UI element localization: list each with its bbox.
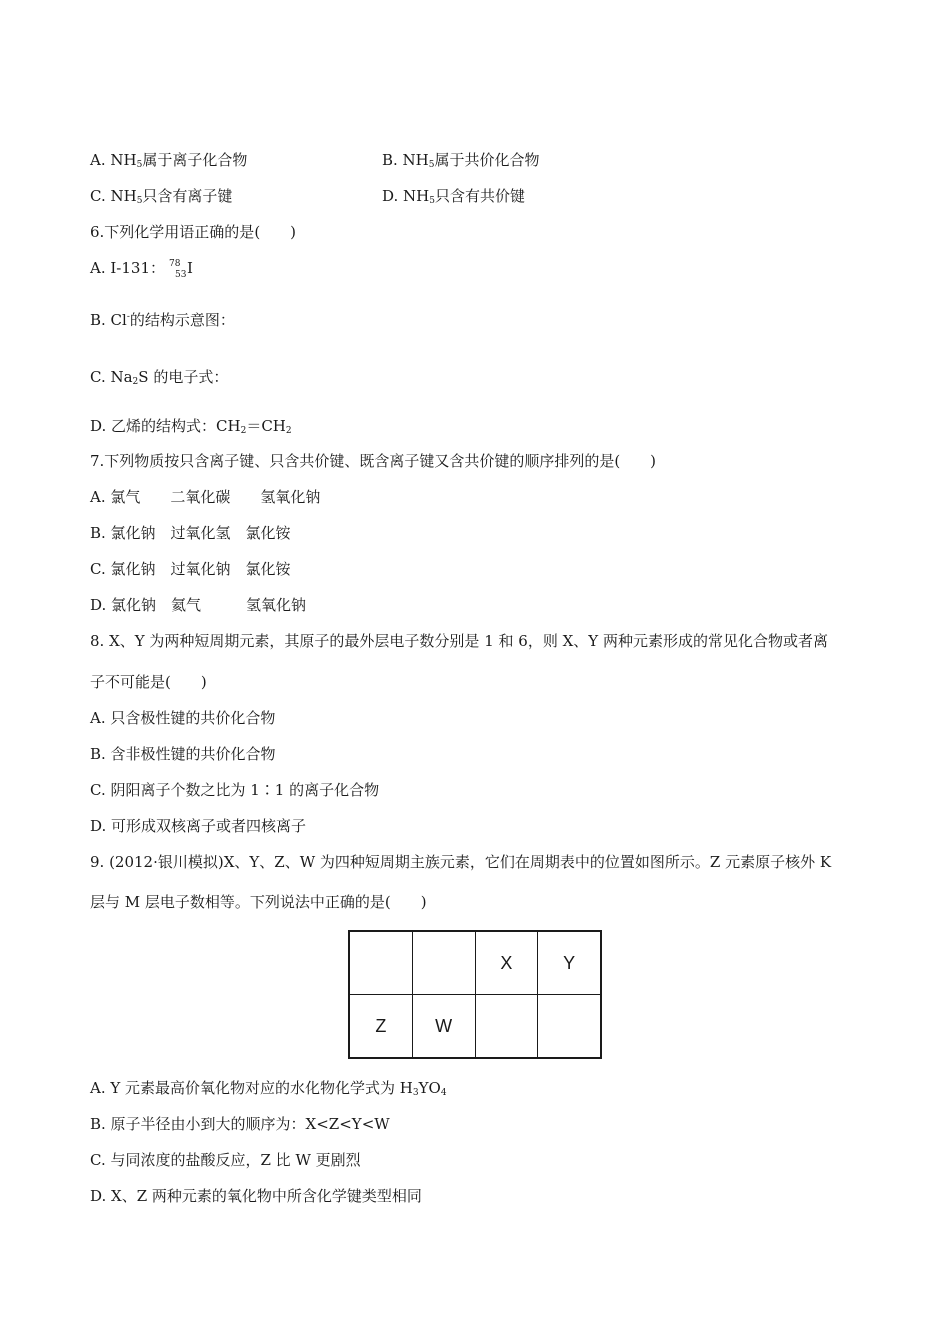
table-cell (412, 931, 475, 995)
periodic-table-fragment (348, 930, 602, 1059)
q8-option-c: C. 阴阳离子个数之比为 1∶1 的离子化合物 (90, 781, 380, 799)
table-row (349, 931, 601, 995)
q7-option-a: A. 氯气 二氧化碳 氢氧化钠 (90, 488, 321, 506)
table-row (349, 995, 601, 1059)
q8-stem-line1: 8. X、Y 为两种短周期元素，其原子的最外层电子数分别是 1 和 6，则 X、Y 两种元素形成的常见化合物或者离 (90, 632, 828, 650)
q6-option-b: B. Cl-的结构示意图： (90, 311, 235, 329)
q9-option-a: A. Y 元素最高价氧化物对应的水化物化学式为 $H_3YO_4$ (90, 1079, 447, 1098)
q9-stem-line1: 9. (2012·银川模拟)X、Y、Z、W 为四种短周期主族元素，它们在周期表中的位置如图所示。Z 元素原子核外 K (90, 853, 832, 871)
q9-option-b: B. 原子半径由小到大的顺序为：X<Z<Y<W (90, 1115, 390, 1133)
q7-option-d: D. 氯化钠 氦气 氢氧化钠 (90, 596, 307, 614)
q9-option-c: C. 与同浓度的盐酸反应，Z 比 W 更剧烈 (90, 1151, 361, 1169)
q7-stem: 7.下列物质按只含离子键、只含共价键、既含离子键又含共价键的顺序排列的是( ) (90, 452, 657, 470)
table-cell (538, 995, 601, 1059)
table-cell (349, 931, 412, 995)
table-cell: Y (538, 931, 601, 995)
q5-option-d: D. $NH_5$只含有共价键 (382, 187, 525, 206)
table-cell: W (412, 995, 475, 1059)
q5-option-b: B. $NH_5$属于共价化合物 (382, 151, 540, 170)
q8-option-a: A. 只含极性键的共价化合物 (90, 709, 276, 727)
q8-option-b: B. 含非极性键的共价化合物 (90, 745, 276, 763)
q6-option-d: D. 乙烯的结构式：$CH_2=CH_2$ (90, 417, 292, 436)
q9-stem-line2: 层与 M 层电子数相等。下列说法中正确的是( ) (90, 893, 427, 911)
q6-option-c: C. $Na_2S$ 的电子式： (90, 368, 229, 387)
table-cell: Z (349, 995, 412, 1059)
table-cell (475, 995, 538, 1059)
table-cell: X (475, 931, 538, 995)
q5-option-a: A. $NH_5$属于离子化合物 (90, 151, 248, 170)
q6-stem: 6.下列化学用语正确的是( ) (90, 223, 297, 241)
q9-option-d: D. X、Z 两种元素的氧化物中所含化学键类型相同 (90, 1187, 422, 1205)
q6-option-a: A. I-131： 78 53 I (90, 259, 193, 280)
q5-option-c: C. $NH_5$只含有离子键 (90, 187, 233, 206)
q8-stem-line2: 子不可能是( ) (90, 673, 207, 691)
q7-option-c: C. 氯化钠 过氧化钠 氯化铵 (90, 560, 291, 578)
q8-option-d: D. 可形成双核离子或者四核离子 (90, 817, 307, 835)
q7-option-b: B. 氯化钠 过氧化氢 氯化铵 (90, 524, 291, 542)
isotope-notation: 78 53 (169, 259, 187, 280)
